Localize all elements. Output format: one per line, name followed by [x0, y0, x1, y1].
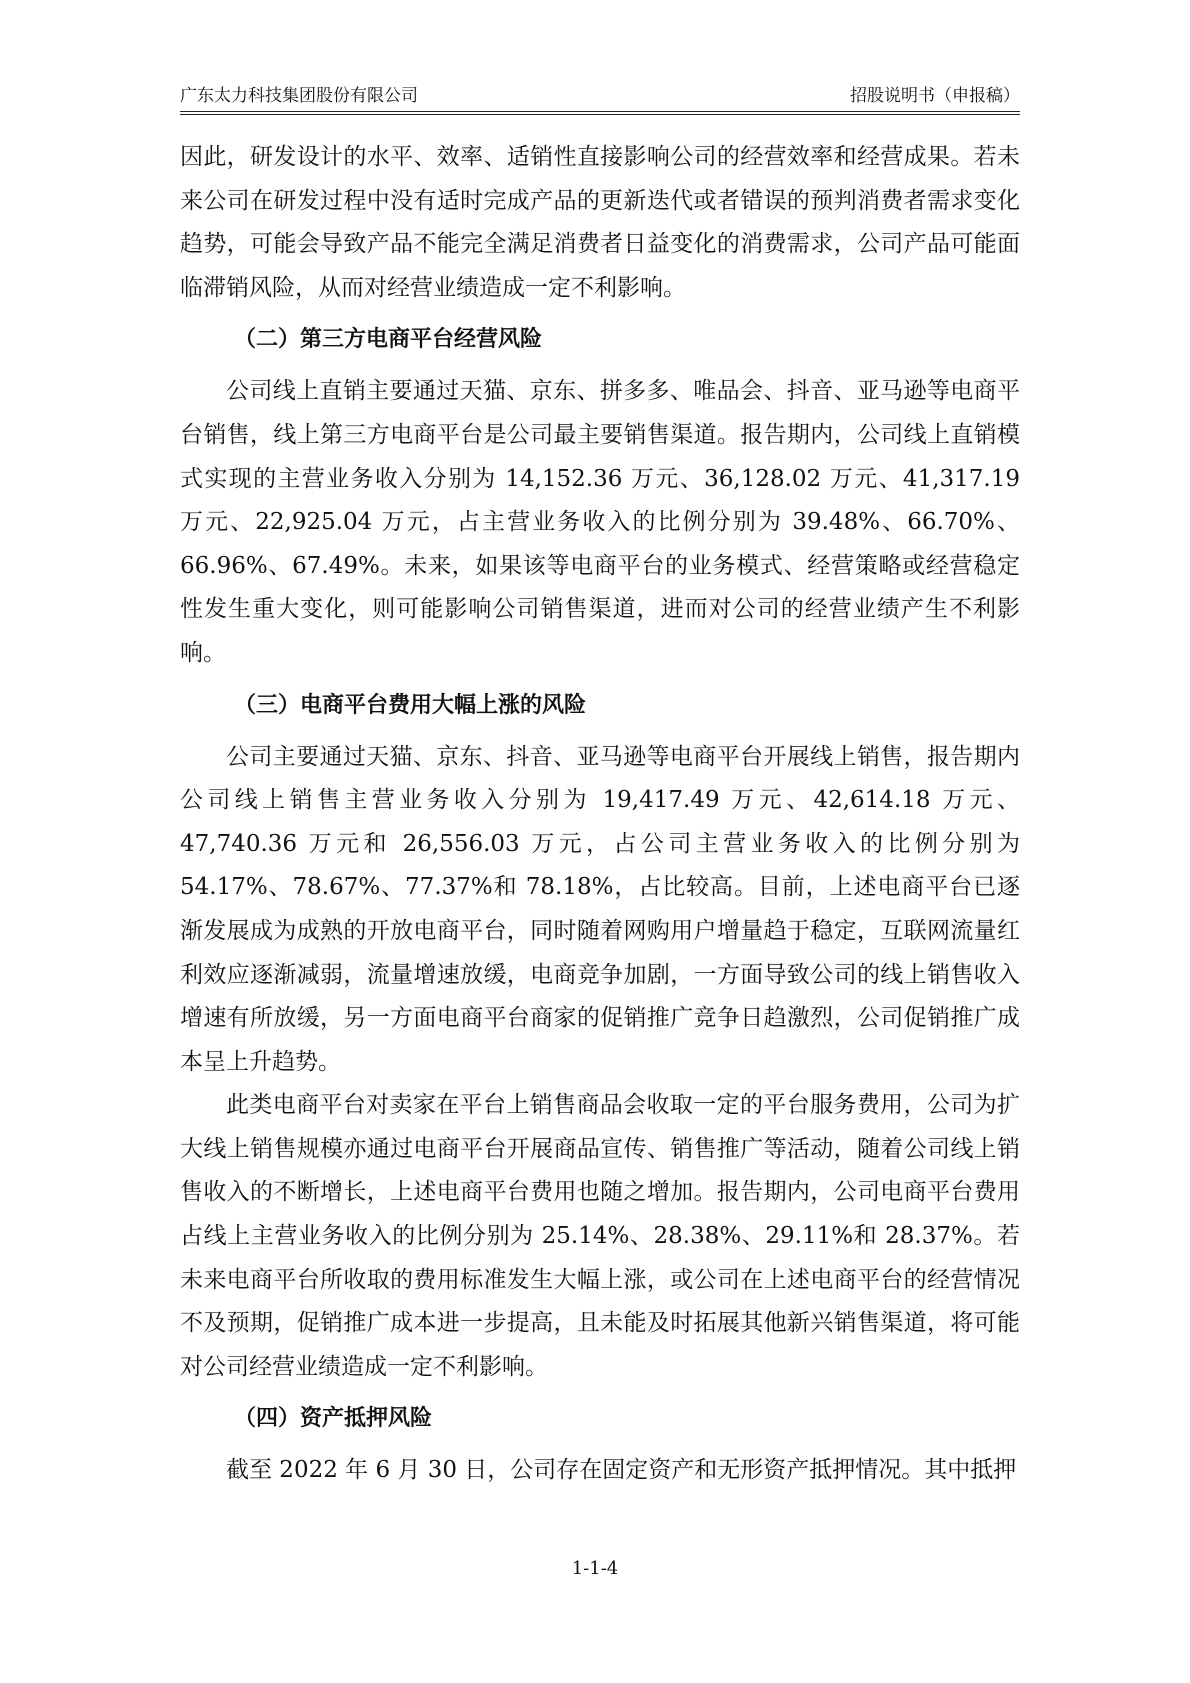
page-header — [180, 82, 1020, 110]
paragraph-asset-mortgage: 截至 2022 年 6 月 30 日，公司存在固定资产和无形资产抵押情况。其中抵押 — [226, 1457, 1017, 1484]
header-document-type: 招股说明书（申报稿） — [850, 86, 1020, 106]
paragraph-continued: 因此，研发设计的水平、效率、适销性直接影响公司的经营效率和经营成果。若未来公司在研发过程中没有适时完成产品的更新迭代或者错误的预判消费者需求变化趋势，可能会导致产品不能完全满足消费者日益变化的消费需求，公司产品可能面临滞销风险，从而对经营业绩造成一定不利影响。 — [180, 144, 1020, 301]
header-divider-line-secondary — [180, 114, 1020, 115]
section-heading-asset-mortgage-risk: （四）资产抵押风险 — [234, 1406, 433, 1432]
paragraph-online-sales-revenue: 公司主要通过天猫、京东、抖音、亚马逊等电商平台开展线上销售，报告期内公司线上销售主营业务收入分别为 19,417.49 万元、42,614.18 万元、47,740.36 万元和 26,556.03 万元，占公司主营业务收入的比例分别为 54.17%、78.67%、77.37%和 78.18%，占比较高。目前，上述电商平台已逐渐发展成为成熟的开放电商平台，同时随着网购用户增量趋于稳定，互联网流量红利效应逐渐减弱，流量增速放缓，电商竞争加剧，一方面导致公司的线上销售收入增速有所放缓，另一方面电商平台商家的促销推广竞争日趋激烈，公司促销推广成本呈上升趋势。 — [180, 743, 1020, 1075]
section-heading-ecommerce-platform-risk: （二）第三方电商平台经营风险 — [234, 327, 543, 353]
section-heading-platform-fee-risk: （三）电商平台费用大幅上涨的风险 — [234, 692, 587, 718]
header-company-name: 广东太力科技集团股份有限公司 — [180, 86, 418, 106]
document-body — [180, 136, 1020, 1493]
page-number: 1-1-4 — [571, 1558, 619, 1579]
paragraph-online-direct-sales: 公司线上直销主要通过天猫、京东、拼多多、唯品会、抖音、亚马逊等电商平台销售，线上第三方电商平台是公司最主要销售渠道。报告期内，公司线上直销模式实现的主营业务收入分别为 14,152.36 万元、36,128.02 万元、41,317.19 万元、22,925.04 万元，占主营业务收入的比例分别为 39.48%、66.70%、66.96%、67.49%。未来，如果该等电商平台的业务模式、经营策略或经营稳定性发生重大变化，则可能影响公司销售渠道，进而对公司的经营业绩产生不利影响。 — [180, 378, 1020, 666]
header-divider-line — [180, 111, 1020, 112]
paragraph-platform-service-fees: 此类电商平台对卖家在平台上销售商品会收取一定的平台服务费用，公司为扩大线上销售规模亦通过电商平台开展商品宣传、销售推广等活动，随着公司线上销售收入的不断增长，上述电商平台费用也随之增加。报告期内，公司电商平台费用占线上主营业务收入的比例分别为 25.14%、28.38%、29.11%和 28.37%。若未来电商平台所收取的费用标准发生大幅上涨，或公司在上述电商平台的经营情况不及预期，促销推广成本进一步提高，且未能及时拓展其他新兴销售渠道，将可能对公司经营业绩造成一定不利影响。 — [180, 1092, 1020, 1380]
